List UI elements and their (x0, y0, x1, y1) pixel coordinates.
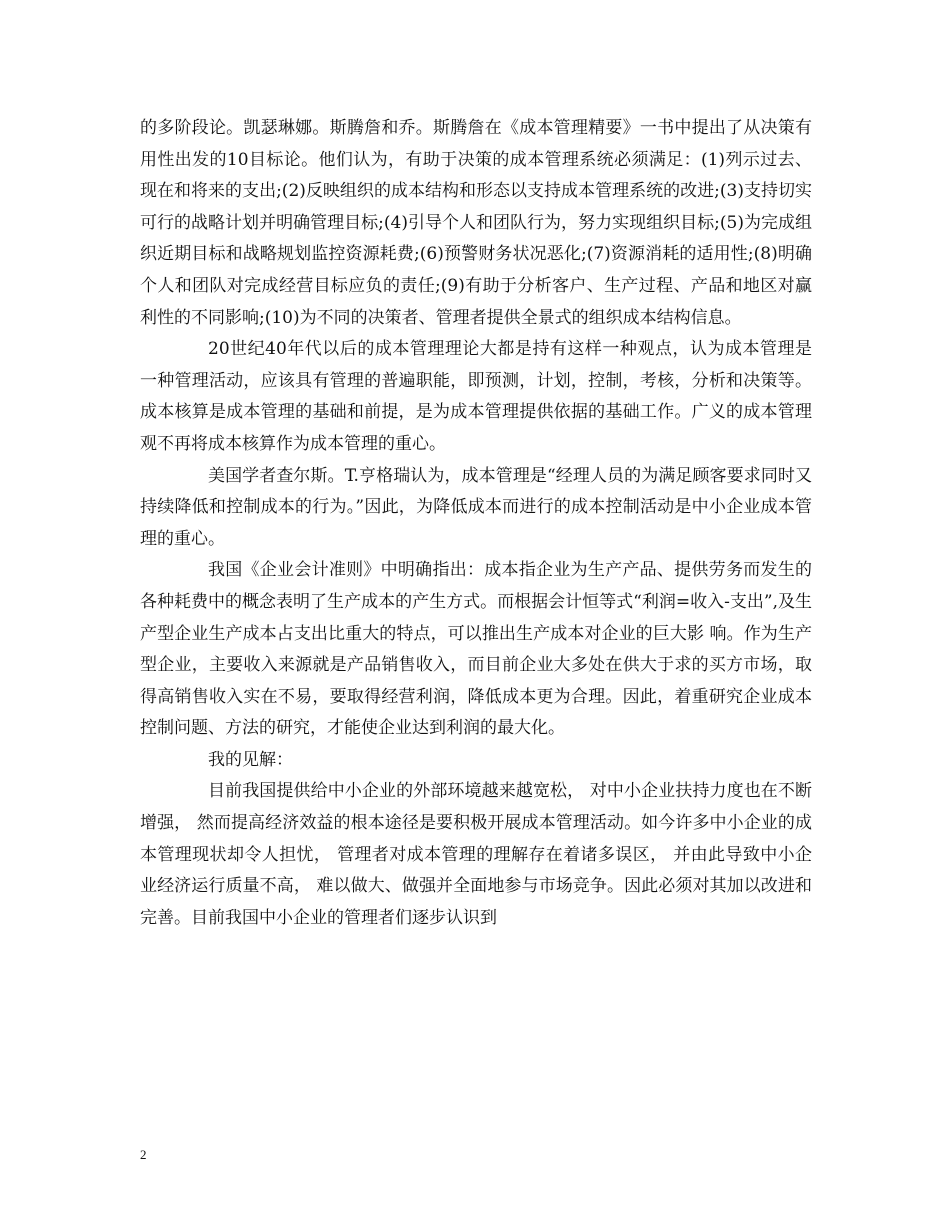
paragraph-continuation: 的多阶段论。凯瑟琳娜。斯腾詹和乔。斯腾詹在《成本管理精要》一书中提出了从决策有用性出发的10目标论。他们认为，有助于决策的成本管理系统必须满足：(1)列示过去、现在和将来的支出;(2)反映组织的成本结构和形态以支持成本管理系统的改进;(3)支持切实可行的战略计划并明确管理目标;(4)引导个人和团队行为，努力实现组织目标;(5)为完成组织近期目标和战略规划监控资源耗费;(6)预警财务状况恶化;(7)资源消耗的适用性;(8)明确个人和团队对完成经营目标应负的责任;(9)有助于分析客户、生产过程、产品和地区对赢利性的不同影响;(10)为不同的决策者、管理者提供全景式的组织成本结构信息。 (140, 118, 812, 328)
paragraph-my-view-heading: 我的见解： (208, 749, 293, 770)
document-body (140, 113, 812, 934)
paragraph-horngren: 美国学者查尔斯。T.亨格瑞认为，成本管理是“经理人员的为满足顾客要求同时又持续降低和控制成本的行为。”因此，为降低成本而进行的成本控制活动是中小企业成本管理的重心。 (140, 465, 812, 549)
paragraph-my-view: 目前我国提供给中小企业的外部环境越来越宽松， 对中小企业扶持力度也在不断增强， 然而提高经济效益的根本途径是要积极开展成本管理活动。如今许多中小企业的成本管理现状却令人担忧， 管理者对成本管理的理解存在着诸多误区， 并由此导致中小企业经济运行质量不高， 难以做大、做强并全面地参与市场竞争。因此必须对其加以改进和完善。目前我国中小企业的管理者们逐步认识到 (140, 781, 812, 928)
paragraph-cost-theory: 20世纪40年代以后的成本管理理论大都是持有这样一种观点，认为成本管理是一种管理活动，应该具有管理的普遍职能，即预测，计划，控制，考核，分析和决策等。成本核算是成本管理的基础和前提，是为成本管理提供依据的基础工作。广义的成本管理观不再将成本核算作为成本管理的重心。 (140, 339, 812, 454)
page-number: 2 (140, 1147, 147, 1162)
paragraph-accounting-standards: 我国《企业会计准则》中明确指出：成本指企业为生产产品、提供劳务而发生的各种耗费中的概念表明了生产成本的产生方式。而根据会计恒等式“利润=收入-支出”,及生产型企业生产成本占支出比重大的特点，可以推出生产成本对企业的巨大影 响。作为生产型企业，主要收入来源就是产品销售收入，而目前企业大多处在供大于求的买方市场，取得高销售收入实在不易，要取得经营利润，降低成本更为合理。因此，着重研究企业成本控制问题、方法的研究，才能使企业达到利润的最大化。 (140, 560, 812, 739)
